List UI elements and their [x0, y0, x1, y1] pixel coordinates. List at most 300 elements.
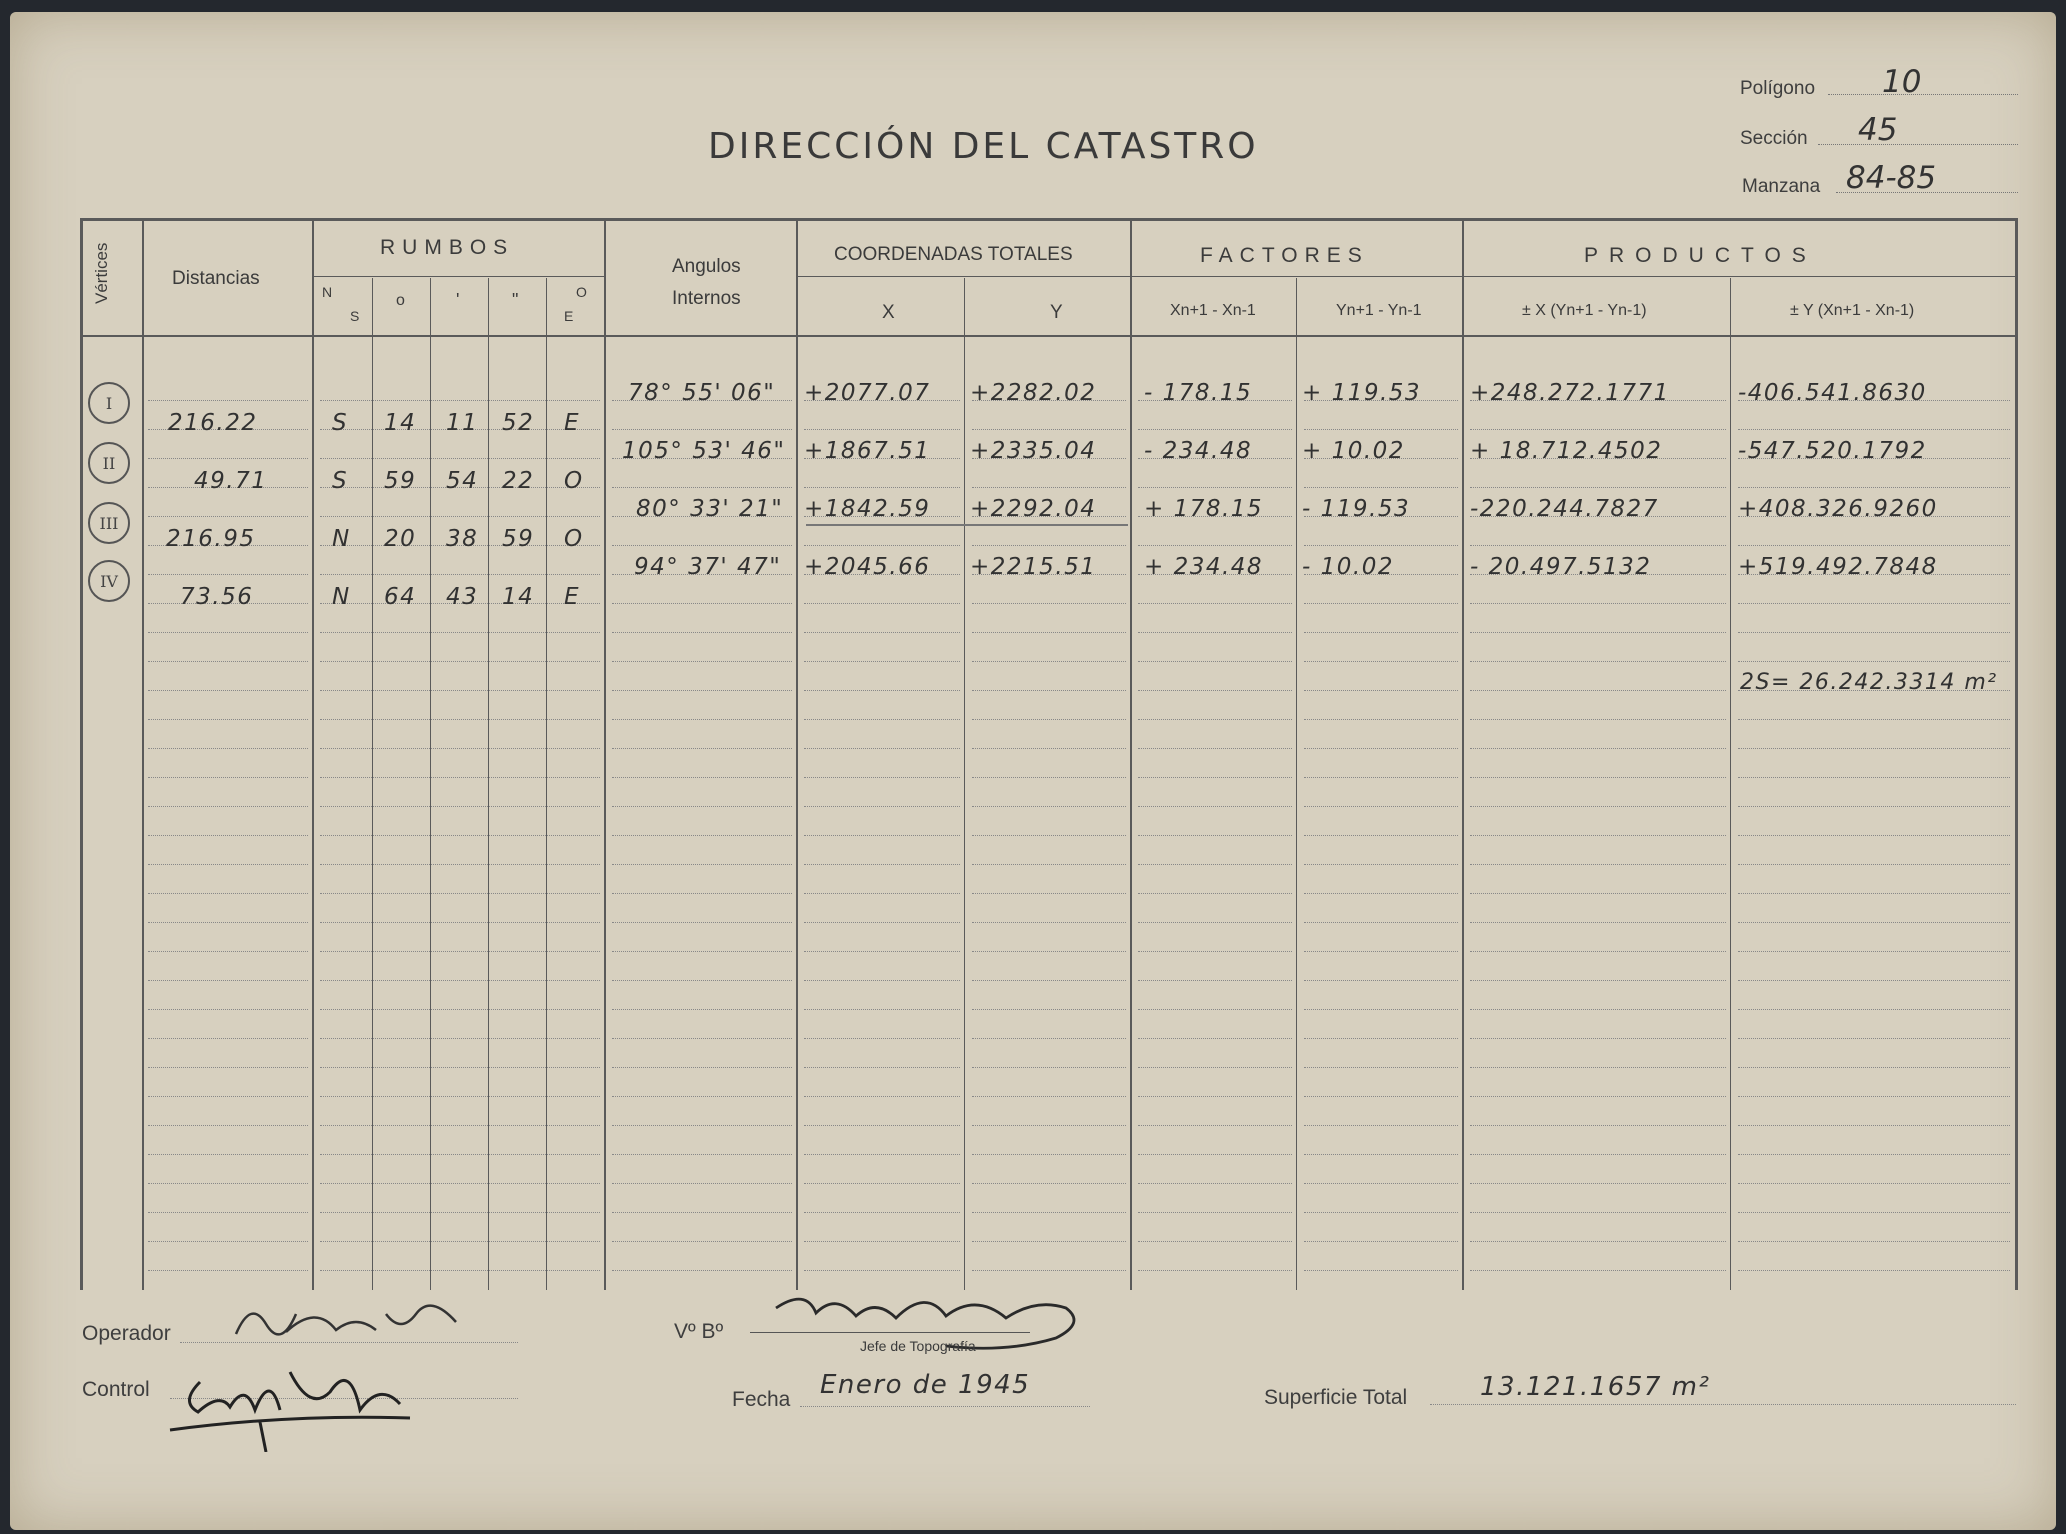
ruling-line: [1738, 893, 2010, 894]
side-4-min: 43: [446, 584, 479, 610]
ruling-line: [320, 1241, 600, 1242]
ruling-line: [320, 922, 600, 923]
ruling-line: [1138, 1183, 1292, 1184]
ruling-line: [1138, 1067, 1292, 1068]
ruling-line: [148, 748, 308, 749]
ruling-line: [1138, 603, 1292, 604]
vertex-marker-2: II: [88, 442, 130, 484]
row-3-px: -220.244.7827: [1470, 496, 1659, 522]
ruling-line: [612, 748, 792, 749]
ruling-line: [1738, 951, 2010, 952]
side-2-distance: 49.71: [194, 468, 268, 494]
ruling-line: [1304, 690, 1458, 691]
ruling-line: [148, 1009, 308, 1010]
ruling-line: [1304, 951, 1458, 952]
ruling-line: [612, 429, 792, 430]
prod-y-header: ± Y (Xn+1 - Xn-1): [1790, 302, 1915, 319]
ruling-line: [612, 777, 792, 778]
row-4-y: +2215.51: [970, 554, 1097, 580]
side-4-distance: 73.56: [180, 584, 254, 610]
ruling-line: [804, 806, 960, 807]
row-2-x: +1867.51: [804, 438, 931, 464]
ruling-line: [1138, 922, 1292, 923]
manzana-label: Manzana: [1742, 176, 1821, 197]
rumbos-e-header: E: [564, 308, 574, 324]
ruling-line: [972, 922, 1126, 923]
ruling-line: [1304, 1067, 1458, 1068]
ruling-line: [972, 864, 1126, 865]
ruling-line: [972, 980, 1126, 981]
ruling-line: [148, 1038, 308, 1039]
fecha-label: Fecha: [732, 1388, 791, 1411]
ruling-line: [1138, 748, 1292, 749]
ruling-line: [804, 1183, 960, 1184]
ruling-line: [804, 951, 960, 952]
ruling-line: [1304, 922, 1458, 923]
coord-x-header: X: [882, 302, 895, 323]
jefe-label: Jefe de Topografía: [860, 1338, 976, 1354]
ruling-line: [320, 458, 600, 459]
ruling-line: [148, 893, 308, 894]
side-2-min: 54: [446, 468, 479, 494]
ruling-line: [804, 1241, 960, 1242]
ruling-line: [972, 1183, 1126, 1184]
row-1-fx: - 178.15: [1144, 380, 1253, 406]
ruling-line: [148, 1067, 308, 1068]
ruling-line: [612, 835, 792, 836]
ruling-line: [612, 603, 792, 604]
ruling-line: [320, 1096, 600, 1097]
ruling-line: [972, 632, 1126, 633]
ruling-line: [1470, 835, 1726, 836]
row-1-fy: + 119.53: [1302, 380, 1422, 406]
ruling-line: [1738, 661, 2010, 662]
ruling-line: [1470, 632, 1726, 633]
ruling-line: [1138, 835, 1292, 836]
ruling-line: [1470, 545, 1726, 546]
ruling-line: [1738, 603, 2010, 604]
table-left-border: [80, 218, 83, 1290]
ruling-line: [1470, 864, 1726, 865]
ruling-line: [1470, 1212, 1726, 1213]
ruling-line: [1138, 1270, 1292, 1271]
ruling-line: [1738, 922, 2010, 923]
table-right-border: [2015, 218, 2018, 1290]
row-1-x: +2077.07: [804, 380, 931, 406]
ruling-line: [1470, 690, 1726, 691]
ruling-line: [1304, 980, 1458, 981]
vertices-header: Vértices: [92, 242, 111, 304]
ruling-line: [1470, 1183, 1726, 1184]
ruling-line: [1138, 1125, 1292, 1126]
row-1-px: +248.272.1771: [1470, 380, 1670, 406]
underline-row-3: [806, 524, 1128, 526]
ruling-line: [320, 951, 600, 952]
ruling-line: [612, 690, 792, 691]
ruling-line: [1470, 1241, 1726, 1242]
row-1-py: -406.541.8630: [1738, 380, 1927, 406]
ruling-line: [1138, 429, 1292, 430]
ruling-line: [612, 1009, 792, 1010]
seccion-value: 45: [1858, 112, 1898, 148]
ruling-line: [612, 980, 792, 981]
ruling-line: [972, 1212, 1126, 1213]
ruling-line: [972, 835, 1126, 836]
ruling-line: [804, 980, 960, 981]
ruling-line: [148, 864, 308, 865]
ruling-line: [320, 777, 600, 778]
ruling-line: [1470, 980, 1726, 981]
ruling-line: [320, 864, 600, 865]
ruling-line: [1738, 429, 2010, 430]
ruling-line: [972, 1154, 1126, 1155]
side-3-sec: 59: [502, 526, 535, 552]
ruling-line: [1470, 1125, 1726, 1126]
row-3-angle: 80° 33' 21": [636, 496, 784, 522]
ruling-line: [320, 1009, 600, 1010]
ruling-line: [1304, 603, 1458, 604]
ruling-line: [320, 806, 600, 807]
side-1-ns: S: [332, 410, 349, 436]
ruling-line: [1138, 1038, 1292, 1039]
ruling-line: [1738, 1212, 2010, 1213]
control-signature: [160, 1352, 430, 1452]
ruling-line: [1738, 1183, 2010, 1184]
ruling-line: [148, 574, 308, 575]
ruling-line: [804, 603, 960, 604]
double-area-value: 2S= 26.242.3314 m²: [1740, 670, 1998, 695]
ruling-line: [1304, 806, 1458, 807]
coord-y-header: Y: [1050, 302, 1063, 323]
rumbos-header: RUMBOS: [380, 236, 515, 259]
ruling-line: [1304, 632, 1458, 633]
row-3-py: +408.326.9260: [1738, 496, 1938, 522]
ruling-line: [972, 429, 1126, 430]
ruling-line: [1738, 835, 2010, 836]
ruling-line: [804, 487, 960, 488]
ruling-line: [148, 516, 308, 517]
ruling-line: [1138, 980, 1292, 981]
ruling-line: [1304, 661, 1458, 662]
ruling-line: [612, 632, 792, 633]
ruling-line: [148, 1212, 308, 1213]
ruling-line: [1470, 806, 1726, 807]
ruling-line: [148, 980, 308, 981]
row-4-fx: + 234.48: [1144, 554, 1264, 580]
ruling-line: [1738, 1270, 2010, 1271]
ruling-line: [1138, 1009, 1292, 1010]
side-1-deg: 14: [384, 410, 417, 436]
ruling-line: [612, 1154, 792, 1155]
row-4-py: +519.492.7848: [1738, 554, 1938, 580]
factor-y-header: Yn+1 - Yn-1: [1336, 302, 1422, 319]
ruling-line: [1138, 632, 1292, 633]
rumbos-deg-header: o: [396, 292, 405, 309]
ruling-line: [1738, 1038, 2010, 1039]
vertex-marker-1: I: [88, 382, 130, 424]
ruling-line: [804, 1038, 960, 1039]
ruling-line: [1304, 1125, 1458, 1126]
ruling-line: [612, 1183, 792, 1184]
factor-x-header: Xn+1 - Xn-1: [1170, 302, 1256, 319]
row-4-px: - 20.497.5132: [1470, 554, 1652, 580]
rumbos-sec-header: ": [512, 290, 519, 310]
ruling-line: [1470, 1270, 1726, 1271]
operador-label: Operador: [82, 1322, 171, 1345]
superficie-value: 13.121.1657 m²: [1480, 1372, 1711, 1402]
ruling-line: [972, 777, 1126, 778]
ruling-line: [148, 1183, 308, 1184]
ruling-line: [1738, 1241, 2010, 1242]
row-2-fx: - 234.48: [1144, 438, 1253, 464]
ruling-line: [1304, 487, 1458, 488]
ruling-line: [1470, 719, 1726, 720]
row-3-y: +2292.04: [970, 496, 1097, 522]
ruling-line: [1138, 1212, 1292, 1213]
manzana-value: 84-85: [1846, 160, 1937, 196]
side-4-sec: 14: [502, 584, 535, 610]
ruling-line: [612, 545, 792, 546]
ruling-line: [1470, 951, 1726, 952]
ruling-line: [1304, 835, 1458, 836]
ruling-line: [1138, 864, 1292, 865]
ruling-line: [320, 1067, 600, 1068]
row-2-px: + 18.712.4502: [1470, 438, 1663, 464]
ruling-line: [148, 777, 308, 778]
ruling-line: [320, 1038, 600, 1039]
ruling-line: [972, 690, 1126, 691]
ruling-line: [804, 1067, 960, 1068]
side-3-min: 38: [446, 526, 479, 552]
distancias-header: Distancias: [172, 268, 260, 289]
row-3-fy: - 119.53: [1302, 496, 1411, 522]
ruling-line: [1138, 777, 1292, 778]
ruling-line: [612, 1212, 792, 1213]
ruling-line: [972, 1125, 1126, 1126]
vertex-marker-4: IV: [88, 560, 130, 602]
ruling-line: [1138, 893, 1292, 894]
ruling-line: [1738, 719, 2010, 720]
side-1-min: 11: [446, 410, 479, 436]
ruling-line: [1738, 777, 2010, 778]
cadastral-form: [10, 12, 2056, 1530]
row-1-y: +2282.02: [970, 380, 1097, 406]
vertex-marker-3: III: [88, 502, 130, 544]
ruling-line: [148, 1270, 308, 1271]
ruling-line: [1304, 429, 1458, 430]
ruling-line: [1138, 806, 1292, 807]
ruling-line: [804, 1212, 960, 1213]
ruling-line: [1738, 632, 2010, 633]
ruling-line: [148, 719, 308, 720]
ruling-line: [972, 1096, 1126, 1097]
ruling-line: [320, 690, 600, 691]
seccion-line: [1818, 144, 2018, 145]
row-4-x: +2045.66: [804, 554, 931, 580]
ruling-line: [612, 922, 792, 923]
side-3-ns: N: [332, 526, 351, 552]
ruling-line: [320, 980, 600, 981]
ruling-line: [320, 719, 600, 720]
ruling-line: [148, 835, 308, 836]
ruling-line: [1304, 1154, 1458, 1155]
ruling-line: [804, 922, 960, 923]
ruling-line: [972, 893, 1126, 894]
ruling-line: [972, 806, 1126, 807]
side-2-sec: 22: [502, 468, 535, 494]
ruling-line: [148, 1154, 308, 1155]
ruling-line: [612, 893, 792, 894]
side-3-distance: 216.95: [166, 526, 256, 552]
side-1-sec: 52: [502, 410, 535, 436]
ruling-line: [1470, 1067, 1726, 1068]
ruling-line: [1470, 603, 1726, 604]
ruling-line: [1738, 748, 2010, 749]
side-2-oe: O: [564, 468, 584, 494]
ruling-line: [1470, 893, 1726, 894]
ruling-line: [148, 458, 308, 459]
ruling-line: [804, 1096, 960, 1097]
ruling-line: [1138, 1241, 1292, 1242]
ruling-line: [1138, 1096, 1292, 1097]
coordenadas-header: COORDENADAS TOTALES: [834, 244, 1073, 265]
prod-x-header: ± X (Yn+1 - Yn-1): [1522, 302, 1647, 319]
side-1-distance: 216.22: [168, 410, 258, 436]
ruling-line: [612, 1241, 792, 1242]
side-4-oe: E: [564, 584, 581, 610]
seccion-label: Sección: [1740, 128, 1808, 149]
ruling-line: [1138, 487, 1292, 488]
ruling-line: [612, 864, 792, 865]
ruling-line: [1304, 1096, 1458, 1097]
ruling-line: [148, 1125, 308, 1126]
ruling-line: [320, 632, 600, 633]
row-4-fy: - 10.02: [1302, 554, 1394, 580]
rumbos-s-header: S: [350, 308, 360, 324]
ruling-line: [148, 1241, 308, 1242]
ruling-line: [1738, 1009, 2010, 1010]
table-top-border: [80, 218, 2018, 221]
operador-signature: [226, 1294, 466, 1346]
ruling-line: [320, 748, 600, 749]
ruling-line: [1738, 1154, 2010, 1155]
ruling-line: [1304, 719, 1458, 720]
control-label: Control: [82, 1378, 150, 1401]
ruling-line: [804, 632, 960, 633]
ruling-line: [1738, 980, 2010, 981]
ruling-line: [148, 951, 308, 952]
side-2-deg: 59: [384, 468, 417, 494]
ruling-line: [320, 893, 600, 894]
internos-header: Internos: [672, 288, 741, 309]
row-4-angle: 94° 37' 47": [634, 554, 782, 580]
ruling-line: [1304, 1038, 1458, 1039]
ruling-line: [972, 1009, 1126, 1010]
ruling-line: [1738, 864, 2010, 865]
ruling-line: [972, 1038, 1126, 1039]
side-4-deg: 64: [384, 584, 417, 610]
poligono-line: [1828, 94, 2018, 95]
ruling-line: [320, 400, 600, 401]
row-2-y: +2335.04: [970, 438, 1097, 464]
ruling-line: [148, 1096, 308, 1097]
ruling-line: [1304, 1212, 1458, 1213]
ruling-line: [148, 661, 308, 662]
fecha-value: Enero de 1945: [820, 1370, 1031, 1400]
ruling-line: [1304, 864, 1458, 865]
ruling-line: [320, 1154, 600, 1155]
row-3-fx: + 178.15: [1144, 496, 1264, 522]
ruling-line: [1470, 661, 1726, 662]
row-3-x: +1842.59: [804, 496, 931, 522]
ruling-line: [972, 661, 1126, 662]
ruling-line: [972, 1067, 1126, 1068]
ruling-line: [972, 951, 1126, 952]
ruling-line: [1738, 1096, 2010, 1097]
ruling-line: [1304, 1009, 1458, 1010]
ruling-line: [612, 1038, 792, 1039]
ruling-line: [1470, 777, 1726, 778]
ruling-line: [148, 632, 308, 633]
ruling-line: [612, 951, 792, 952]
ruling-line: [804, 661, 960, 662]
ruling-line: [804, 429, 960, 430]
side-3-deg: 20: [384, 526, 417, 552]
ruling-line: [804, 1009, 960, 1010]
rumbos-n-header: N: [322, 284, 333, 300]
ruling-line: [1738, 545, 2010, 546]
ruling-line: [1138, 545, 1292, 546]
ruling-line: [1138, 719, 1292, 720]
row-2-angle: 105° 53' 46": [622, 438, 786, 464]
ruling-line: [612, 1067, 792, 1068]
superficie-label: Superficie Total: [1264, 1386, 1408, 1409]
side-3-oe: O: [564, 526, 584, 552]
ruling-line: [804, 1270, 960, 1271]
ruling-line: [320, 1183, 600, 1184]
ruling-line: [320, 574, 600, 575]
ruling-line: [1138, 1154, 1292, 1155]
productos-header: PRODUCTOS: [1584, 244, 1817, 267]
ruling-line: [612, 1125, 792, 1126]
ruling-line: [1470, 922, 1726, 923]
ruling-line: [320, 661, 600, 662]
ruling-line: [1304, 545, 1458, 546]
ruling-line: [1138, 661, 1292, 662]
ruling-line: [1738, 1125, 2010, 1126]
ruling-line: [320, 516, 600, 517]
ruling-line: [804, 1154, 960, 1155]
manzana-line: [1836, 192, 2018, 193]
rumbos-o-header: O: [576, 284, 587, 300]
ruling-line: [320, 1270, 600, 1271]
ruling-line: [148, 922, 308, 923]
ruling-line: [148, 806, 308, 807]
ruling-line: [612, 661, 792, 662]
ruling-line: [320, 1212, 600, 1213]
side-4-ns: N: [332, 584, 351, 610]
ruling-line: [972, 603, 1126, 604]
row-1-angle: 78° 55' 06": [628, 380, 776, 406]
poligono-label: Polígono: [1740, 78, 1816, 99]
ruling-line: [612, 1096, 792, 1097]
header-bottom-border: [80, 335, 2018, 337]
row-2-fy: + 10.02: [1302, 438, 1405, 464]
ruling-line: [1470, 1009, 1726, 1010]
ruling-line: [972, 719, 1126, 720]
row-2-py: -547.520.1792: [1738, 438, 1927, 464]
ruling-line: [1470, 1038, 1726, 1039]
